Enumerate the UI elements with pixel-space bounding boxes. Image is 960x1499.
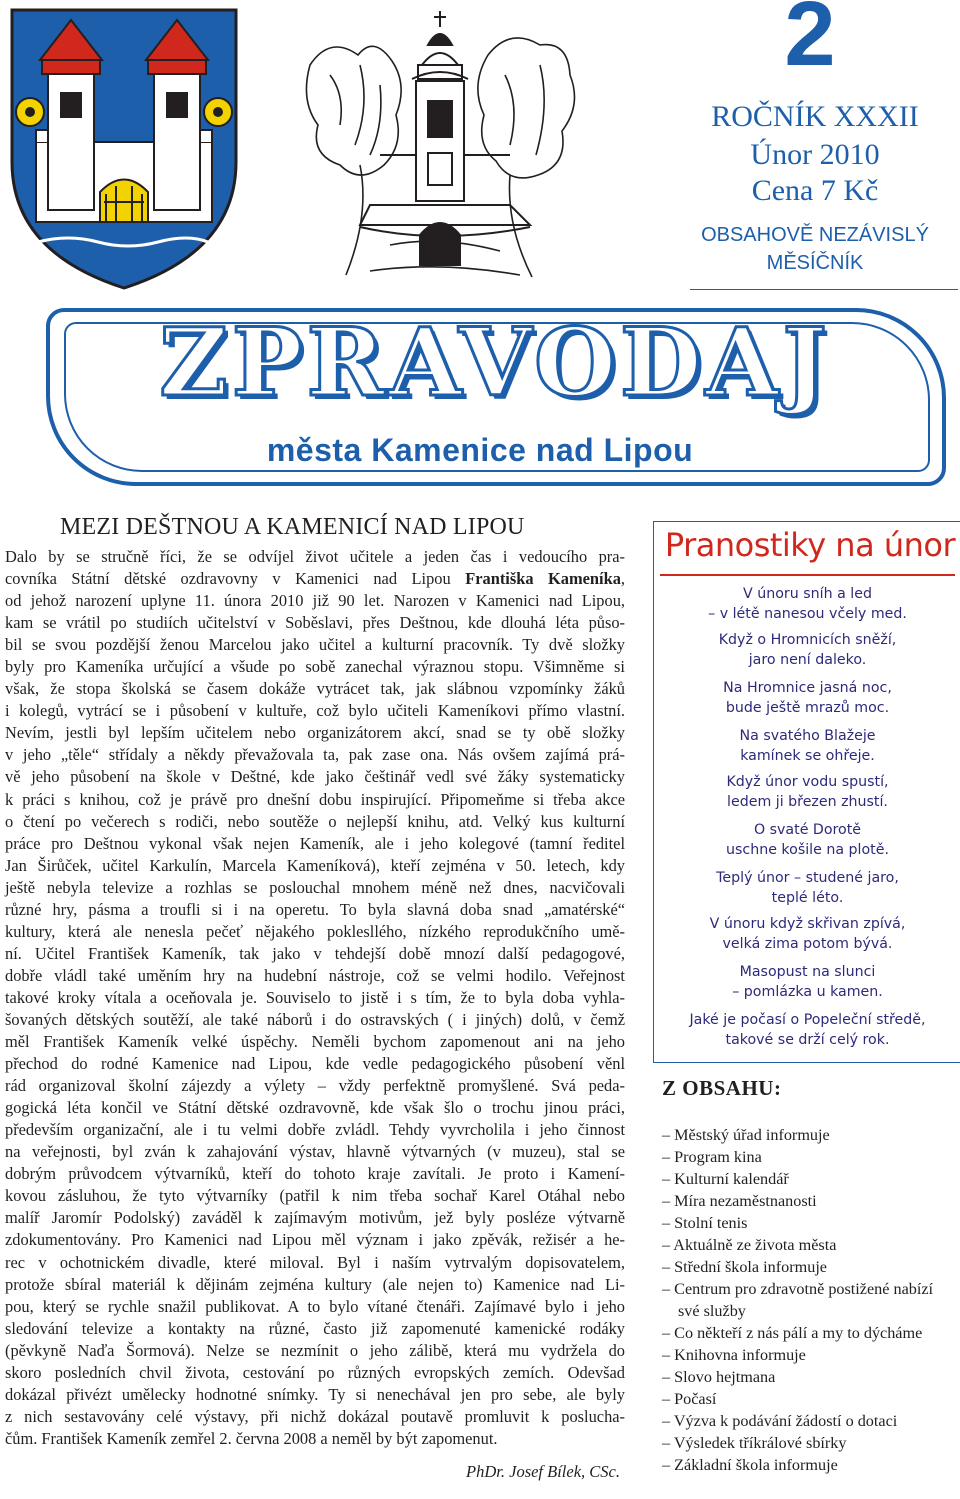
article-line: (pěvkyně Naďa Šormová). Nelze se nezmínit o jeho zálibě, která mu vydržela do [5,1340,625,1360]
article-line: pou, který se rychle snažil publikovat. A to bylo vítané čtenáři. Zajímavé bylo i jeho [5,1296,625,1316]
article-line: k práci s knihou, což je právě pro dnešní dobu inspirující. Připomeňme si třeba akce [5,789,625,809]
article-line: skoro posledních chvil života, cestování po různých evropských zemích. Odevšad [5,1362,625,1382]
article-line: především organizační, ale i tu velmi dobře zvládl. Tehdy vyvrcholila i jeho činnost [5,1120,625,1140]
contents-heading: Z OBSAHU: [662,1076,782,1100]
saying-line: velká zima potom bývá. [722,936,893,952]
saying-line: Jaké je počasí o Popeleční středě, [689,1012,926,1028]
article-line: ještě nebyla televize a rozhlas se poslouchal mnohem méně než dnes, nacvičovali [5,877,625,897]
saying [660,678,955,718]
contents-item: – Střední škola informuje [662,1256,958,1278]
saying-line: uschne košile na plotě. [726,842,889,858]
article-line: gogická léta končil ve Státní dětské ozdravovně, kde však šlo o trochu jinou práci, [5,1098,625,1118]
article-line: různé hry, pásma a troufli si i na operetu. To byla slavná doba snad „amatérské“ [5,899,625,919]
article-line: takové kroky vítala a oceňovala je. Souviselo to jistě i s tím, že to byla doba vyhla- [5,987,625,1007]
contents-item: – Aktuálně ze života města [662,1234,958,1256]
article-line: rec v ochotnickém divadle, které miloval. Byl i naším vytrvalým dopisovatelem, [5,1252,625,1272]
article-line: ní. Učitel František Kameník, tak jako v tehdejší době mnozí další pedagogové, [5,943,625,963]
saying-line: – v létě nanesou včely med. [708,606,907,622]
article-line: práce pro Deštnou vykonal však nejen Kameník, ale i jeho kolegové (tamní ředitel [5,833,625,853]
saying-line: takové se drží celý rok. [725,1032,890,1048]
article-line: měl František Kameník velké úspěchy. Neměli bychom zapomenout ani na jeho [5,1032,625,1052]
tagline-line-2: MĚSÍČNÍK [766,252,864,274]
saying [660,772,955,812]
saying-line: Na svatého Blažeje [739,728,876,744]
article-line: byly pro Kameníka určující a všude po sobě zanechal výraznou stopu. Všimněme si [5,657,625,677]
saying-line: teplé léto. [771,890,844,906]
saying [660,726,955,766]
article-line: čům. František Kameník zemřel 2. června 2008 a neměl by být zapomenut. [5,1428,498,1448]
saying [660,914,955,954]
price-label: Cena 7 Kč [751,174,879,207]
article-line: Dalo by se stručně říci, že se odvíjel život učitele a jeden čas i vedoucího pra- [5,547,625,566]
article-line: malíř Jaromír Podolský) zaváděl k zajímavým motivům, jež byly posléze výtvarně [5,1208,625,1228]
article-line: dokázal přivézt umělecky hodnotné snímky. Ty si nenechával jen pro sebe, ale byly [5,1384,625,1404]
article-line: přechod do rodné Kamenice nad Lipou, kde vedle pedagogického působení věnl [5,1054,625,1074]
saying [660,820,955,860]
saying-line: – pomlázka u kamen. [732,984,883,1000]
saying-line: V únoru sníh a led [743,586,872,602]
issue-date: Únor 2010 [750,138,880,171]
coat-of-arms-emblem [8,2,240,292]
contents-item: – Slovo hejtmana [662,1366,958,1388]
article-line: z nich sestavovány celé výstavy, při nichž dokázal poutavě promluvit k posluchа- [5,1406,625,1426]
contents-item: – Počasí [662,1388,958,1410]
saying-line: Na Hromnice jasná noc, [723,680,892,696]
tagline-line-1: OBSAHOVĚ NEZÁVISLÝ [701,224,929,246]
article-line: kultury, která ale nenesla pečeť nějakého poklesllého, nízkého reprodukčního umě- [5,921,625,941]
article-line: covníka Státní dětské ozdravovny v Kamenici nad Lipou Františka Kameníka, [5,569,625,589]
saying-line: kamínek se ohřeje. [740,748,875,764]
header-divider [690,289,958,290]
church-illustration [300,5,580,290]
newspaper-subtitle: města Kamenice nad Lipou [266,432,694,468]
contents-item: – Městský úřad informuje [662,1124,958,1146]
saying-line: ledem ji březen zhustí. [727,794,888,810]
contents-item: – Stolní tenis [662,1212,958,1234]
saying [660,1010,955,1050]
article-line: rád organizoval školní zájezdy a výlety – vždy perfektně promyšlené. Svá peda- [5,1076,625,1096]
contents-item: – Základní škola informuje [662,1454,958,1476]
saying-line: Masopust na slunci [739,964,876,980]
contents-item: – Program kina [662,1146,958,1168]
article-line: dobrým průvodcem výtvarníků, kteří do tohoto kraje zavítali. Je proto i Kamení- [5,1164,625,1184]
saying [660,584,955,624]
article-headline: MEZI DEŠTNOU A KAMENICÍ NAD LIPOU [60,514,525,540]
article-line: na veřejnosti, byl zván k zahajování výstav, hlavně výtvarných (v muzeu), stal se [5,1142,625,1162]
article-line: o čtení po večerech s rodiči, nebo soutěže o nejlepší knihu, atd. Velký kus kulturní [5,811,625,831]
article-line: protože sbíral materiál k dějinám zejména kultury (ale nejen to) Kamenice nad Li- [5,1274,625,1294]
article-author: PhDr. Josef Bílek, CSc. [466,1462,620,1481]
contents-item: – Co někteří z nás pálí a my to dýcháme [662,1322,958,1344]
newspaper-title: ZPRAVODAJ [159,308,831,418]
saying-line: Teplý únor – studené jaro, [716,870,899,886]
saying-line: V únoru když skřivan zpívá, [709,916,906,932]
article-line: však, že stopa školská se časem dokáže vytrácet tak, jak slábnou vzpomínky žáků [5,679,625,699]
contents-list [662,1124,958,1476]
issue-number: 2 [784,0,836,85]
contents-item: – Výsledek tříkrálové sbírky [662,1432,958,1454]
article-line: kovou zásluhou, že tyto výtvarníky (patřil k nim třeba sochař Karel Otáhal nebo [5,1186,625,1206]
contents-item: – Knihovna informuje [662,1344,958,1366]
saying-line: jaro není daleko. [748,652,867,668]
article-line: bil se svou pozdější ženou Marcelou jako učitel a kulturní pracovník. Ty dvě složky [5,635,625,655]
article-line: v jeho „těle“ střídaly a někdy převažovala ta, pak zase ona. Nás ovšem zajímá prá- [5,745,625,765]
article-line: šovaných dětských soutěží, ale také náborů i do ostravských ( i jiných) dolů, v čemž [5,1009,625,1029]
article-line: Jan Širůček, učitel Karkulín, Marcela Kameníková), kteří zejména v 50. letech, kdy [5,855,625,875]
article-line: kam se vrátil po studiích učitelství v Soběslavi, přes Deštnou, kde dlouhá léta půso- [5,613,625,633]
article-line: i kolegů, vytrácí se i působení v kultuře, což bylo učiteli Kameníkovi přímo vlastní. [5,701,625,721]
article-line: sledování televize a kontakty na různé, často již zapomenuté kamenické rodáky [5,1318,625,1338]
saying [660,962,955,1002]
article-line: Nevím, jestli byl lepším učitelem nebo organizátorem akcí, snad se ty obě složky [5,723,625,743]
contents-item: – Výzva k podávání žádostí o dotaci [662,1410,958,1432]
article-line: dobře vládl také uměním hry na hudební nástroje, což se velmi hodilo. Veřejnost [5,965,625,985]
contents-item: – Centrum pro zdravotně postižené nabízí své služby [662,1278,958,1322]
article-line: od jehož narození uplyne 11. února 2010 již 90 let. Narozen v Kamenici nad Lipou, [5,591,625,611]
saying [660,868,955,908]
sayings-title: Pranostiky na únor [664,526,956,564]
saying-line: O svaté Dorotě [753,822,862,838]
article-line: zdokumentovány. Pro Kamenici nad Lipou měl význam i jako zpěvák, režisér a he- [5,1230,625,1250]
article-body [5,546,625,1450]
sayings-title-underline [660,574,955,576]
contents-item: – Míra nezaměstnanosti [662,1190,958,1212]
article-line: vě jeho působení na škole v Deštné, kde jako češtinář vedl své žáky systematicky [5,767,625,787]
saying-line: Když o Hromnicích sněží, [718,632,897,648]
saying-line: bude ještě mrazů moc. [725,700,890,716]
contents-item: – Kulturní kalendář [662,1168,958,1190]
volume-label: ROČNÍK XXXII [711,100,919,133]
saying-line: Když únor vodu spustí, [726,774,889,790]
saying [660,630,955,670]
